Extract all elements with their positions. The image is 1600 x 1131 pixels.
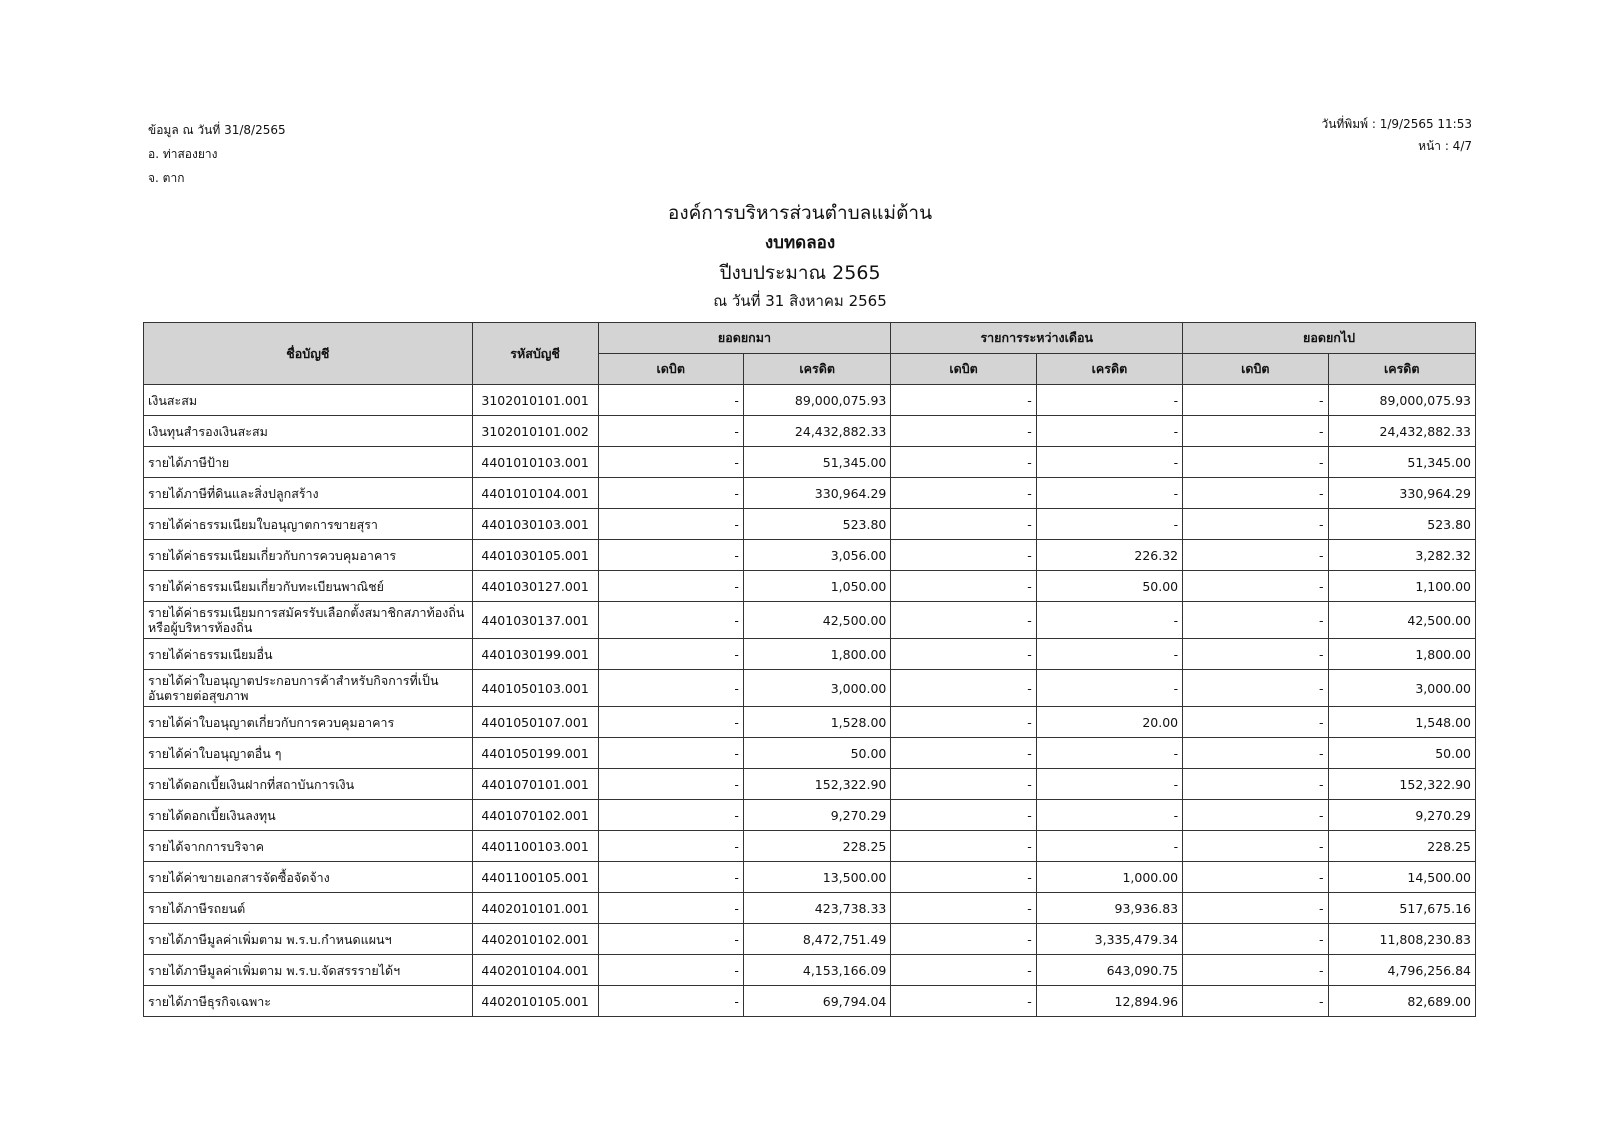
opening-credit-cell: 4,153,166.09 — [743, 955, 890, 986]
opening-debit-cell: - — [598, 602, 743, 639]
account-code-cell: 4401070102.001 — [472, 800, 598, 831]
month-credit-cell: 643,090.75 — [1036, 955, 1182, 986]
table-row — [144, 639, 1476, 670]
month-debit-cell: - — [891, 447, 1036, 478]
closing-debit-cell: - — [1183, 924, 1328, 955]
table-row — [144, 447, 1476, 478]
account-name-cell: รายได้ค่าธรรมเนียมการสมัครรับเลือกตั้งสมาชิกสภาท้องถิ่นหรือผู้บริหารท้องถิ่น — [144, 602, 473, 639]
month-credit-cell: - — [1036, 800, 1182, 831]
opening-debit-cell: - — [598, 571, 743, 602]
month-debit-cell: - — [891, 509, 1036, 540]
opening-credit-cell: 69,794.04 — [743, 986, 890, 1017]
month-debit-cell: - — [891, 540, 1036, 571]
table-row — [144, 986, 1476, 1017]
account-code-cell: 4401050103.001 — [472, 670, 598, 707]
closing-debit-cell: - — [1183, 509, 1328, 540]
month-debit-cell: - — [891, 602, 1036, 639]
month-credit-cell: 20.00 — [1036, 707, 1182, 738]
account-code-cell: 4401030103.001 — [472, 509, 598, 540]
header-account-name: ชื่อบัญชี — [144, 323, 473, 385]
table-row — [144, 571, 1476, 602]
account-name-cell: รายได้ค่าธรรมเนียมเกี่ยวกับทะเบียนพาณิชย์ — [144, 571, 473, 602]
print-date: วันที่พิมพ์ : 1/9/2565 11:53 — [1321, 117, 1472, 131]
opening-debit-cell: - — [598, 639, 743, 670]
month-credit-cell: 50.00 — [1036, 571, 1182, 602]
closing-credit-cell: 517,675.16 — [1328, 893, 1475, 924]
opening-credit-cell: 1,050.00 — [743, 571, 890, 602]
closing-debit-cell: - — [1183, 769, 1328, 800]
month-credit-cell: - — [1036, 478, 1182, 509]
account-name-cell: รายได้ค่าใบอนุญาตประกอบการค้าสำหรับกิจการที่เป็นอันตรายต่อสุขภาพ — [144, 670, 473, 707]
closing-credit-cell: 11,808,230.83 — [1328, 924, 1475, 955]
month-credit-cell: 226.32 — [1036, 540, 1182, 571]
month-credit-cell: 12,894.96 — [1036, 986, 1182, 1017]
account-code-cell: 4401010104.001 — [472, 478, 598, 509]
table-row — [144, 540, 1476, 571]
report-meta-left — [148, 118, 286, 190]
opening-credit-cell: 3,000.00 — [743, 670, 890, 707]
closing-debit-cell: - — [1183, 602, 1328, 639]
trial-balance-table — [143, 322, 1476, 1017]
table-body — [144, 385, 1476, 1017]
closing-debit-cell: - — [1183, 738, 1328, 769]
opening-debit-cell: - — [598, 707, 743, 738]
table-row — [144, 478, 1476, 509]
opening-debit-cell: - — [598, 540, 743, 571]
table-row — [144, 862, 1476, 893]
closing-credit-cell: 3,000.00 — [1328, 670, 1475, 707]
account-name-cell: รายได้ภาษีมูลค่าเพิ่มตาม พ.ร.บ.กำหนดแผนฯ — [144, 924, 473, 955]
closing-credit-cell: 51,345.00 — [1328, 447, 1475, 478]
closing-credit-cell: 1,800.00 — [1328, 639, 1475, 670]
opening-debit-cell: - — [598, 478, 743, 509]
closing-debit-cell: - — [1183, 447, 1328, 478]
opening-debit-cell: - — [598, 769, 743, 800]
month-debit-cell: - — [891, 738, 1036, 769]
account-code-cell: 4401100105.001 — [472, 862, 598, 893]
header-during-month: รายการระหว่างเดือน — [891, 323, 1183, 354]
month-debit-cell: - — [891, 707, 1036, 738]
month-credit-cell: - — [1036, 447, 1182, 478]
header-account-code: รหัสบัญชี — [472, 323, 598, 385]
month-credit-cell: - — [1036, 385, 1182, 416]
closing-credit-cell: 1,548.00 — [1328, 707, 1475, 738]
account-name-cell: รายได้ภาษีป้าย — [144, 447, 473, 478]
opening-debit-cell: - — [598, 385, 743, 416]
account-name-cell: รายได้จากการบริจาค — [144, 831, 473, 862]
account-code-cell: 4401070101.001 — [472, 769, 598, 800]
opening-debit-cell: - — [598, 893, 743, 924]
account-code-cell: 3102010101.002 — [472, 416, 598, 447]
table-row — [144, 893, 1476, 924]
opening-credit-cell: 1,528.00 — [743, 707, 890, 738]
table-row — [144, 955, 1476, 986]
account-code-cell: 4402010105.001 — [472, 986, 598, 1017]
account-code-cell: 4402010104.001 — [472, 955, 598, 986]
opening-credit-cell: 523.80 — [743, 509, 890, 540]
as-of-date: ณ วันที่ 31 สิงหาคม 2565 — [713, 292, 887, 310]
account-code-cell: 4402010102.001 — [472, 924, 598, 955]
account-name-cell: เงินทุนสำรองเงินสะสม — [144, 416, 473, 447]
account-code-cell: 4401050199.001 — [472, 738, 598, 769]
month-credit-cell: - — [1036, 769, 1182, 800]
table-row — [144, 924, 1476, 955]
opening-credit-cell: 50.00 — [743, 738, 890, 769]
account-name-cell: เงินสะสม — [144, 385, 473, 416]
account-code-cell: 4401010103.001 — [472, 447, 598, 478]
opening-debit-cell: - — [598, 670, 743, 707]
opening-credit-cell: 3,056.00 — [743, 540, 890, 571]
month-debit-cell: - — [891, 893, 1036, 924]
header-closing-debit: เดบิต — [1183, 354, 1328, 385]
opening-debit-cell: - — [598, 862, 743, 893]
header-closing-balance: ยอดยกไป — [1183, 323, 1476, 354]
table-row — [144, 707, 1476, 738]
closing-debit-cell: - — [1183, 800, 1328, 831]
opening-credit-cell: 42,500.00 — [743, 602, 890, 639]
closing-debit-cell: - — [1183, 955, 1328, 986]
province-label: จ. ตาก — [148, 171, 185, 185]
account-name-cell: รายได้ค่าใบอนุญาตอื่น ๆ — [144, 738, 473, 769]
opening-credit-cell: 423,738.33 — [743, 893, 890, 924]
table-row — [144, 602, 1476, 639]
closing-credit-cell: 42,500.00 — [1328, 602, 1475, 639]
account-name-cell: รายได้ภาษีรถยนต์ — [144, 893, 473, 924]
closing-credit-cell: 152,322.90 — [1328, 769, 1475, 800]
closing-debit-cell: - — [1183, 670, 1328, 707]
month-debit-cell: - — [891, 924, 1036, 955]
account-name-cell: รายได้ภาษีธุรกิจเฉพาะ — [144, 986, 473, 1017]
month-credit-cell: - — [1036, 639, 1182, 670]
opening-debit-cell: - — [598, 986, 743, 1017]
closing-debit-cell: - — [1183, 986, 1328, 1017]
report-titles — [0, 198, 1600, 314]
opening-credit-cell: 89,000,075.93 — [743, 385, 890, 416]
closing-debit-cell: - — [1183, 571, 1328, 602]
closing-debit-cell: - — [1183, 540, 1328, 571]
opening-credit-cell: 330,964.29 — [743, 478, 890, 509]
account-name-cell: รายได้ดอกเบี้ยเงินฝากที่สถาบันการเงิน — [144, 769, 473, 800]
header-opening-balance: ยอดยกมา — [598, 323, 891, 354]
account-name-cell: รายได้ดอกเบี้ยเงินลงทุน — [144, 800, 473, 831]
table-row — [144, 800, 1476, 831]
opening-debit-cell: - — [598, 800, 743, 831]
account-name-cell: รายได้ค่าธรรมเนียมเกี่ยวกับการควบคุมอาคาร — [144, 540, 473, 571]
month-credit-cell: 3,335,479.34 — [1036, 924, 1182, 955]
organization-name: องค์การบริหารส่วนตำบลแม่ต้าน — [667, 202, 933, 224]
fiscal-year: ปีงบประมาณ 2565 — [719, 262, 881, 284]
closing-debit-cell: - — [1183, 478, 1328, 509]
closing-debit-cell: - — [1183, 385, 1328, 416]
opening-credit-cell: 152,322.90 — [743, 769, 890, 800]
account-code-cell: 4401050107.001 — [472, 707, 598, 738]
closing-debit-cell: - — [1183, 831, 1328, 862]
report-meta-right — [1321, 113, 1472, 157]
opening-debit-cell: - — [598, 955, 743, 986]
header-month-debit: เดบิต — [891, 354, 1036, 385]
table-row — [144, 769, 1476, 800]
opening-debit-cell: - — [598, 416, 743, 447]
account-code-cell: 4402010101.001 — [472, 893, 598, 924]
closing-debit-cell: - — [1183, 893, 1328, 924]
closing-debit-cell: - — [1183, 416, 1328, 447]
table-row — [144, 509, 1476, 540]
opening-credit-cell: 13,500.00 — [743, 862, 890, 893]
account-name-cell: รายได้ค่าธรรมเนียมอื่น — [144, 639, 473, 670]
closing-credit-cell: 228.25 — [1328, 831, 1475, 862]
report-title: งบทดลอง — [764, 233, 836, 253]
account-name-cell: รายได้ภาษีที่ดินและสิ่งปลูกสร้าง — [144, 478, 473, 509]
header-month-credit: เครดิต — [1036, 354, 1182, 385]
opening-credit-cell: 24,432,882.33 — [743, 416, 890, 447]
month-debit-cell: - — [891, 862, 1036, 893]
opening-credit-cell: 51,345.00 — [743, 447, 890, 478]
month-debit-cell: - — [891, 800, 1036, 831]
closing-credit-cell: 14,500.00 — [1328, 862, 1475, 893]
account-code-cell: 4401030137.001 — [472, 602, 598, 639]
closing-credit-cell: 89,000,075.93 — [1328, 385, 1475, 416]
month-debit-cell: - — [891, 639, 1036, 670]
month-credit-cell: - — [1036, 670, 1182, 707]
month-debit-cell: - — [891, 416, 1036, 447]
table-row — [144, 385, 1476, 416]
account-name-cell: รายได้ภาษีมูลค่าเพิ่มตาม พ.ร.บ.จัดสรรรายได้ฯ — [144, 955, 473, 986]
account-code-cell: 4401030127.001 — [472, 571, 598, 602]
month-credit-cell: - — [1036, 509, 1182, 540]
opening-debit-cell: - — [598, 924, 743, 955]
closing-credit-cell: 9,270.29 — [1328, 800, 1475, 831]
data-as-of-date: ข้อมูล ณ วันที่ 31/8/2565 — [148, 123, 286, 137]
account-code-cell: 3102010101.001 — [472, 385, 598, 416]
header-opening-credit: เครดิต — [743, 354, 890, 385]
opening-credit-cell: 8,472,751.49 — [743, 924, 890, 955]
account-code-cell: 4401030199.001 — [472, 639, 598, 670]
closing-credit-cell: 82,689.00 — [1328, 986, 1475, 1017]
account-name-cell: รายได้ค่าใบอนุญาตเกี่ยวกับการควบคุมอาคาร — [144, 707, 473, 738]
month-credit-cell: - — [1036, 416, 1182, 447]
account-code-cell: 4401030105.001 — [472, 540, 598, 571]
account-code-cell: 4401100103.001 — [472, 831, 598, 862]
month-debit-cell: - — [891, 955, 1036, 986]
opening-debit-cell: - — [598, 738, 743, 769]
closing-credit-cell: 4,796,256.84 — [1328, 955, 1475, 986]
month-credit-cell: - — [1036, 602, 1182, 639]
closing-credit-cell: 1,100.00 — [1328, 571, 1475, 602]
table-row — [144, 670, 1476, 707]
month-debit-cell: - — [891, 670, 1036, 707]
month-credit-cell: 93,936.83 — [1036, 893, 1182, 924]
header-opening-debit: เดบิต — [598, 354, 743, 385]
closing-debit-cell: - — [1183, 707, 1328, 738]
closing-debit-cell: - — [1183, 639, 1328, 670]
opening-credit-cell: 9,270.29 — [743, 800, 890, 831]
account-name-cell: รายได้ค่าธรรมเนียมใบอนุญาตการขายสุรา — [144, 509, 473, 540]
table-row — [144, 831, 1476, 862]
closing-credit-cell: 523.80 — [1328, 509, 1475, 540]
page-number: หน้า : 4/7 — [1418, 139, 1472, 153]
month-debit-cell: - — [891, 831, 1036, 862]
table-row — [144, 416, 1476, 447]
month-credit-cell: - — [1036, 831, 1182, 862]
month-credit-cell: - — [1036, 738, 1182, 769]
opening-debit-cell: - — [598, 831, 743, 862]
closing-credit-cell: 330,964.29 — [1328, 478, 1475, 509]
district-label: อ. ท่าสองยาง — [148, 147, 218, 161]
month-debit-cell: - — [891, 385, 1036, 416]
opening-debit-cell: - — [598, 447, 743, 478]
table-row — [144, 738, 1476, 769]
closing-debit-cell: - — [1183, 862, 1328, 893]
month-debit-cell: - — [891, 571, 1036, 602]
month-credit-cell: 1,000.00 — [1036, 862, 1182, 893]
month-debit-cell: - — [891, 478, 1036, 509]
header-closing-credit: เครดิต — [1328, 354, 1475, 385]
closing-credit-cell: 50.00 — [1328, 738, 1475, 769]
closing-credit-cell: 24,432,882.33 — [1328, 416, 1475, 447]
opening-credit-cell: 1,800.00 — [743, 639, 890, 670]
month-debit-cell: - — [891, 769, 1036, 800]
month-debit-cell: - — [891, 986, 1036, 1017]
account-name-cell: รายได้ค่าขายเอกสารจัดซื้อจัดจ้าง — [144, 862, 473, 893]
closing-credit-cell: 3,282.32 — [1328, 540, 1475, 571]
opening-credit-cell: 228.25 — [743, 831, 890, 862]
opening-debit-cell: - — [598, 509, 743, 540]
